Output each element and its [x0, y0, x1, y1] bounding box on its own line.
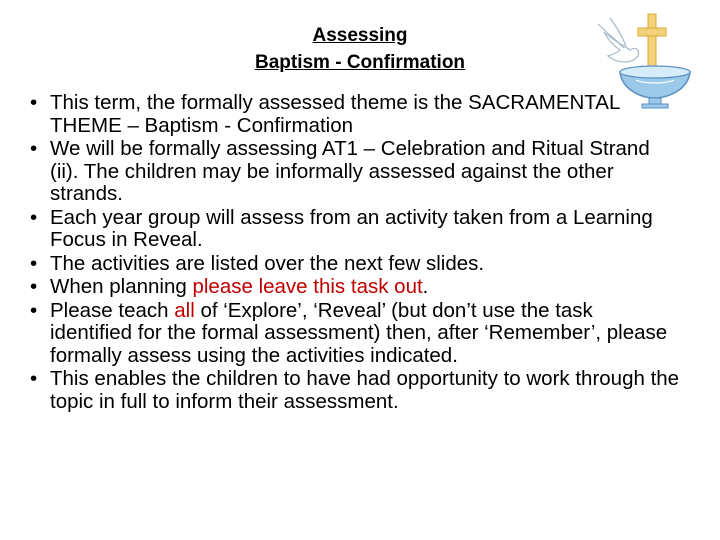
- bullet-text-pre: Please teach: [50, 298, 175, 322]
- list-item: [30, 276, 680, 299]
- bullet-marker: •: [30, 367, 38, 390]
- list-item: [30, 368, 680, 413]
- bullet-text-pre: When planning: [50, 275, 193, 298]
- bullet-text: This term, the formally assessed theme is the SACRAMENTAL THEME – Baptism - Confirmation: [50, 91, 620, 137]
- bullet-marker: •: [30, 91, 38, 114]
- bullet-marker: •: [30, 251, 38, 275]
- bullet-marker: •: [30, 298, 38, 322]
- bullet-marker: •: [30, 275, 38, 298]
- bullet-text-post: .: [422, 275, 429, 298]
- list-item: [30, 92, 680, 137]
- highlighted-text: all: [174, 298, 195, 322]
- list-item: [30, 253, 680, 276]
- bullet-marker: •: [30, 137, 38, 160]
- bullet-text: We will be formally assessing AT1 – Celebration and Ritual Strand (ii). The children may be informally assessed against the other strands.: [50, 137, 650, 205]
- bullet-text: Each year group will assess from an activity taken from a Learning Focus in Reveal.: [50, 205, 653, 251]
- title-line-1: Assessing: [312, 25, 408, 46]
- bullet-list: [30, 92, 680, 414]
- list-item: [30, 300, 680, 368]
- bullet-marker: •: [30, 205, 38, 229]
- bullet-text: This enables the children to have had opportunity to work through the topic in full to inform their assessment.: [50, 367, 680, 413]
- list-item: [30, 207, 680, 252]
- highlighted-text: please leave this task out: [192, 275, 423, 298]
- title-line-2: Baptism - Confirmation: [254, 52, 466, 73]
- bullet-text-post: of ‘Explore’, ‘Reveal’ (but don’t use the task identified for the formal assessment) then, after ‘Remember’, please formally assess using the activities indicated.: [50, 298, 668, 367]
- bullet-text: The activities are listed over the next few slides.: [50, 251, 485, 275]
- slide-title: [160, 22, 560, 76]
- list-item: [30, 138, 680, 206]
